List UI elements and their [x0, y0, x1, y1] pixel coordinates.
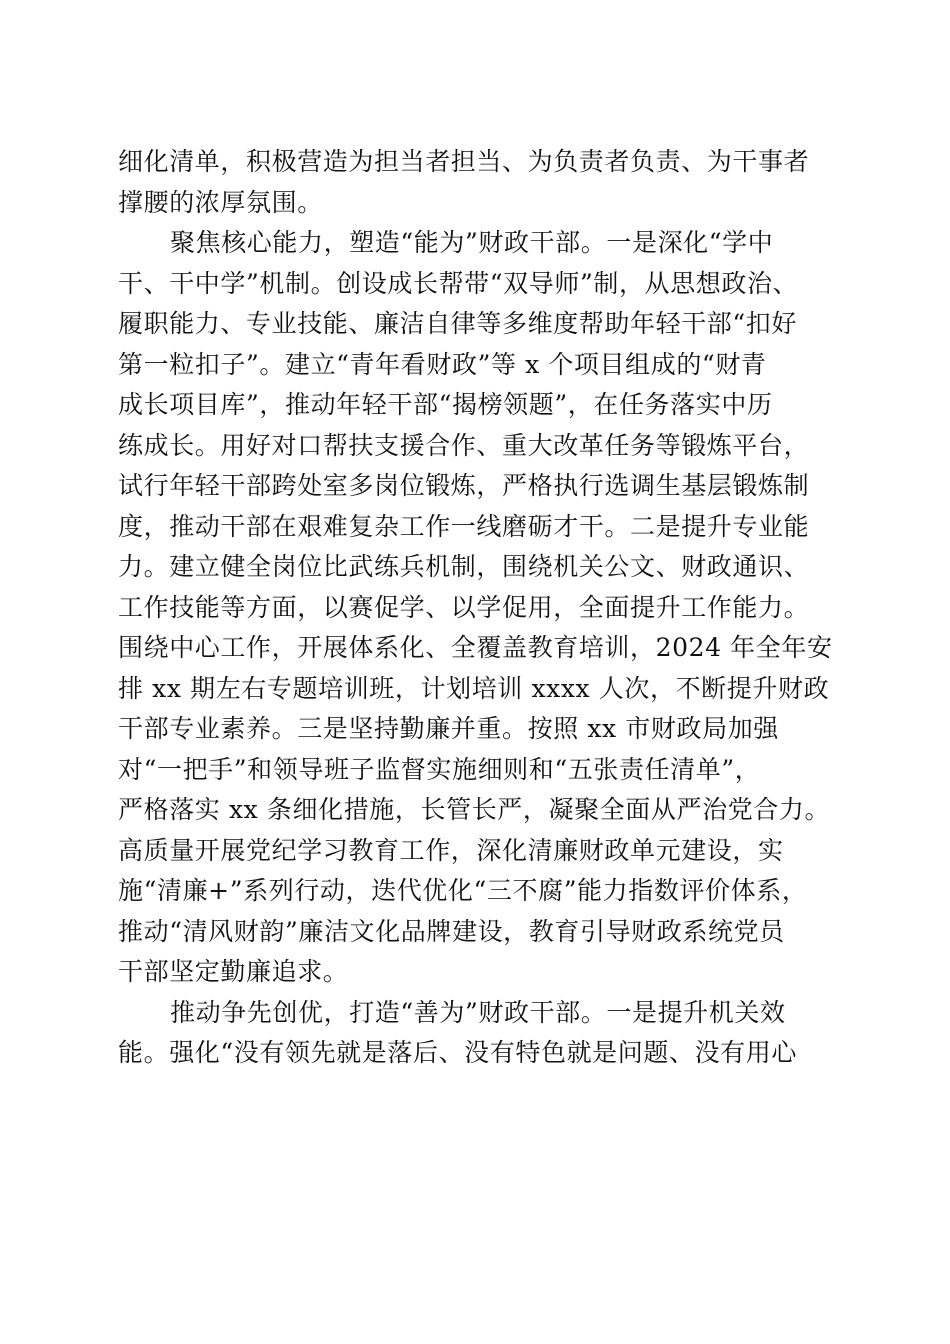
- text-line: 对“一把手”和领导班子监督实施细则和“五张责任清单”，: [118, 754, 761, 784]
- text-line: 细化清单，积极营造为担当者担当、为负责者负责、为干事者: [118, 147, 810, 176]
- text-line: 撑腰的浓厚氛围。: [118, 187, 323, 217]
- paragraph-start-line: 聚焦核心能力，塑造“能为”财政干部。一是深化“学中: [170, 228, 774, 257]
- text-line: 练成长。用好对口帮扶支援合作、重大改革任务等锻炼平台，: [118, 430, 810, 460]
- text-line: 推动“清风财韵”廉洁文化品牌建设，教育引导财政系统党员: [118, 916, 785, 946]
- text-line: 高质量开展党纪学习教育工作，深化清廉财政单元建设，实: [118, 835, 784, 865]
- text-line: 排 xx 期左右专题培训班，计划培训 xxxx 人次，不断提升财政: [118, 673, 830, 703]
- text-line: 试行年轻干部跨处室多岗位锻炼，严格执行选调生基层锻炼制: [118, 471, 810, 500]
- text-line: 能。强化“没有领先就是落后、没有特色就是问题、没有用心: [118, 1038, 797, 1067]
- text-line: 成长项目库”，推动年轻干部“揭榜领题”，在任务落实中历: [118, 390, 773, 419]
- text-line: 干部坚定勤廉追求。: [118, 957, 349, 986]
- text-line: 干、干中学”机制。创设成长帮带“双导师”制，从思想政治、: [118, 268, 799, 298]
- text-line: 围绕中心工作，开展体系化、全覆盖教育培训，2024 年全年安: [118, 633, 833, 662]
- text-line: 严格落实 xx 条细化措施，长管长严，凝聚全面从严治党合力。: [118, 795, 831, 824]
- text-line: 度，推动干部在艰难复杂工作一线磨砺才干。二是提升专业能: [118, 511, 810, 541]
- text-line: 施“清廉+”系列行动，迭代优化“三不腐”能力指数评价体系，: [118, 876, 808, 905]
- body-text: [118, 142, 833, 1074]
- text-line: 第一粒扣子”。建立“青年看财政”等 x 个项目组成的“财青: [118, 349, 767, 379]
- text-line: 履职能力、专业技能、廉洁自律等多维度帮助年轻干部“扣好: [118, 309, 797, 338]
- text-line: 干部专业素养。三是坚持勤廉并重。按照 xx 市财政局加强: [118, 714, 779, 743]
- text-line: 工作技能等方面，以赛促学、以学促用，全面提升工作能力。: [118, 592, 810, 622]
- paragraph-start-line: 推动争先创优，打造“善为”财政干部。一是提升机关效: [170, 997, 786, 1027]
- text-line: 力。建立健全岗位比武练兵机制，围绕机关公文、财政通识、: [118, 552, 810, 581]
